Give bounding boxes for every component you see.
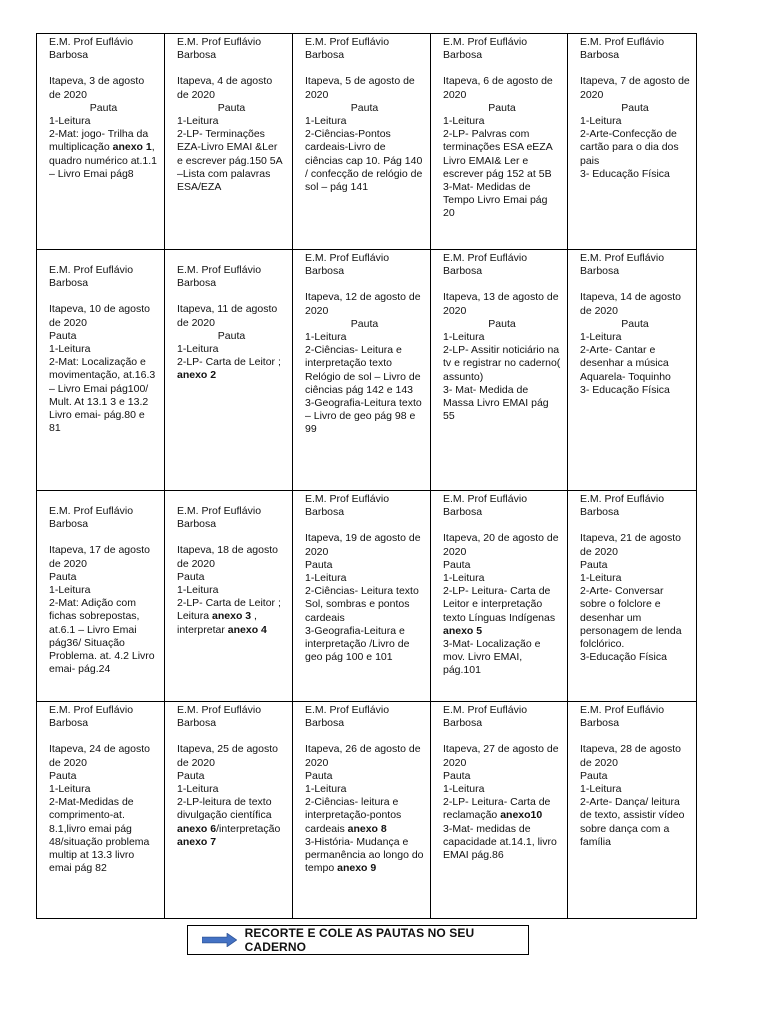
date-line: Itapeva, 12 de agosto de 2020 [305,291,421,317]
schedule-row [37,702,697,919]
agenda-item: 1-Leitura [177,115,219,128]
school-name: E.M. Prof Euflávio Barbosa [177,264,262,290]
agenda-item: 1-Leitura [177,343,219,356]
day-cell [431,34,568,250]
schedule-row [37,250,697,491]
pauta-label: Pauta [488,317,516,330]
agenda-item: 2-Ciências- Leitura texto Sol, sombras e pontos cardeais [305,585,419,624]
agenda-item: 3-Geografia-Leitura texto – Livro de geo pág 98 e 99 [305,397,422,436]
agenda-item: 3- Mat- Medida de Massa Livro EMAI pág 55 [443,383,549,423]
right-arrow-icon [202,933,237,947]
date-line: Itapeva, 3 de agosto de 2020 [49,75,145,101]
date-line: Itapeva, 11 de agosto de 2020 [177,303,278,329]
day-cell [568,491,697,702]
school-name: E.M. Prof Euflávio Barbosa [49,36,134,62]
date-line: Itapeva, 14 de agosto de 2020 [580,291,681,317]
instruction-banner [187,925,529,955]
pauta-label: Pauta [621,101,649,114]
agenda-item: 1-Leitura [49,783,91,796]
agenda-item: 1-Leitura [305,331,347,344]
agenda-item: 2-LP- Palvras com terminações ESA eEZA Livro EMAI& Ler e escrever pág 152 at 5B [443,128,553,180]
day-cell [165,491,293,702]
agenda-item: 1-Leitura [443,331,485,344]
school-name: E.M. Prof Euflávio Barbosa [443,36,528,62]
agenda-item: 3- Educação Física [580,167,670,180]
day-cell [165,702,293,919]
schedule-table [36,33,697,919]
school-name: E.M. Prof Euflávio Barbosa [580,36,665,62]
agenda-item: 2-LP- Leitura- Carta de Leitor e interpretação texto Línguas Indígenas anexo 5 [443,585,556,637]
school-name: E.M. Prof Euflávio Barbosa [177,505,262,531]
agenda-item: 1-Leitura [443,572,485,585]
agenda-item: 3- Educação Física [580,383,670,396]
school-name: E.M. Prof Euflávio Barbosa [49,505,134,531]
agenda-item: 3-Mat- Localização e mov. Livro EMAI, pág.101 [443,638,541,677]
school-name: E.M. Prof Euflávio Barbosa [580,704,665,730]
pauta-label: Pauta [443,558,471,571]
date-line: Itapeva, 24 de agosto de 2020 [49,743,150,769]
date-line: Itapeva, 27 de agosto de 2020 [443,743,559,769]
pauta-label: Pauta [305,769,333,782]
agenda-item: 2-Ciências-Pontos cardeais-Livro de ciências cap 10. Pág 140 / confecção de relógio de sol – pág 141 [305,128,423,194]
agenda-item: 1-Leitura [177,584,219,597]
agenda-item: 3-Educação Física [580,651,667,664]
date-line: Itapeva, 17 de agosto de 2020 [49,544,150,570]
school-name: E.M. Prof Euflávio Barbosa [305,36,390,62]
pauta-label: Pauta [49,570,77,583]
pauta-label: Pauta [580,558,608,571]
agenda-item: 2-Arte- Cantar e desenhar a música Aquarela- Toquinho [580,344,671,383]
agenda-item: 1-Leitura [49,343,91,356]
school-name: E.M. Prof Euflávio Barbosa [443,704,528,730]
pauta-label: Pauta [580,769,608,782]
agenda-item: 2-Ciências- Leitura e interpretação texto Relógio de sol – Livro de ciências pág 142 e 143 [305,344,421,396]
school-name: E.M. Prof Euflávio Barbosa [443,252,528,278]
pauta-label: Pauta [621,317,649,330]
day-cell [293,491,431,702]
date-line: Itapeva, 4 de agosto de 2020 [177,75,273,101]
agenda-item: 2-Ciências- leitura e interpretação-pontos cardeais anexo 8 [305,796,402,835]
agenda-item: 1-Leitura [305,115,347,128]
agenda-item: 1-Leitura [305,783,347,796]
day-cell [165,34,293,250]
agenda-item: 2-Arte- Conversar sobre o folclore e desenhar um personagem de lenda folclórico. [580,585,682,651]
date-line: Itapeva, 10 de agosto de 2020 [49,303,150,329]
agenda-item: 1-Leitura [580,115,622,128]
school-name: E.M. Prof Euflávio Barbosa [580,252,665,278]
pauta-label: Pauta [350,317,379,330]
school-name: E.M. Prof Euflávio Barbosa [49,264,134,290]
agenda-item: 2-LP-leitura de texto divulgação científica anexo 6/interpretação anexo 7 [177,796,281,848]
pauta-label: Pauta [49,769,77,782]
day-cell [568,250,697,491]
date-line: Itapeva, 28 de agosto de 2020 [580,743,681,769]
agenda-item: 2-Mat-Medidas de comprimento-at. 8.1,livro emai pág 48/situação problema multip at 13.3 livro emai pág 82 [49,796,150,875]
agenda-item: 1-Leitura [443,115,485,128]
pauta-label: Pauta [49,329,77,342]
agenda-item: 3-Geografia-Leitura e interpretação /Livro de geo pág 100 e 101 [305,624,410,664]
day-cell [293,702,431,919]
agenda-item: 1-Leitura [580,783,622,796]
agenda-item: 1-Leitura [580,572,622,585]
school-name: E.M. Prof Euflávio Barbosa [580,493,665,519]
agenda-item: 2-Arte-Confecção de cartão para o dia dos pais [580,128,679,167]
day-cell [568,34,697,250]
pauta-label: Pauta [177,570,205,583]
pauta-label: Pauta [488,101,516,114]
school-name: E.M. Prof Euflávio Barbosa [177,704,262,730]
pauta-label: Pauta [443,769,471,782]
agenda-item: 2-Mat: jogo- Trilha da multiplicação anexo 1, quadro numérico at.1.1 – Livro Emai pág8 [49,128,157,180]
day-cell [165,250,293,491]
agenda-item: 2-LP- Terminações EZA-Livro EMAI &Ler e escrever pág.150 5A –Lista com palavras ESA/EZA [177,128,283,194]
pauta-label: Pauta [217,101,246,114]
day-cell [293,34,431,250]
pauta-label: Pauta [305,558,333,571]
agenda-item: 2-LP- Leitura- Carta de reclamação anexo10 [443,796,551,822]
agenda-item: 2-LP- Carta de Leitor ; anexo 2 [177,356,281,382]
agenda-item: 1-Leitura [49,115,91,128]
agenda-item: 1-Leitura [49,584,91,597]
day-cell [37,34,165,250]
school-name: E.M. Prof Euflávio Barbosa [443,493,528,519]
day-cell [431,491,568,702]
day-cell [37,491,165,702]
school-name: E.M. Prof Euflávio Barbosa [305,704,390,730]
pauta-label: Pauta [350,101,379,114]
day-cell [37,250,165,491]
date-line: Itapeva, 5 de agosto de 2020 [305,75,415,101]
day-cell [431,250,568,491]
agenda-item: 3-Mat- Medidas de Tempo Livro Emai pág 20 [443,181,548,220]
agenda-item: 2-LP- Assitir noticiário na tv e registrar no caderno( assunto) [443,344,561,383]
school-name: E.M. Prof Euflávio Barbosa [305,493,390,519]
date-line: Itapeva, 25 de agosto de 2020 [177,743,278,769]
day-cell [431,702,568,919]
schedule-row [37,34,697,250]
day-cell [568,702,697,919]
school-name: E.M. Prof Euflávio Barbosa [177,36,262,62]
day-cell [293,250,431,491]
agenda-item: 3-História- Mudança e permanência ao longo do tempo anexo 9 [305,835,424,875]
agenda-item: 2-Arte- Dança/ leitura de texto, assistir vídeo sobre dança com a família [580,796,685,848]
pauta-label: Pauta [217,329,246,342]
date-line: Itapeva, 7 de agosto de 2020 [580,75,690,101]
date-line: Itapeva, 6 de agosto de 2020 [443,75,553,101]
agenda-item: 1-Leitura [580,331,622,344]
day-cell [37,702,165,919]
date-line: Itapeva, 18 de agosto de 2020 [177,544,278,570]
date-line: Itapeva, 20 de agosto de 2020 [443,532,559,558]
pauta-label: Pauta [89,101,118,114]
agenda-item: 1-Leitura [443,783,485,796]
schedule-row [37,491,697,702]
agenda-item: 2-Mat: Adição com fichas sobrepostas, at.6.1 – Livro Emai pág36/ Situação Problema. at. 4.2 Livro emai- pág.24 [49,597,155,676]
agenda-item: 2-LP- Carta de Leitor ; Leitura anexo 3 , interpretar anexo 4 [177,597,281,636]
date-line: Itapeva, 21 de agosto de 2020 [580,532,681,558]
banner-text: RECORTE E COLE AS PAUTAS NO SEU CADERNO [244,926,475,954]
date-line: Itapeva, 19 de agosto de 2020 [305,532,421,558]
pauta-label: Pauta [177,769,205,782]
agenda-item: 3-Mat- medidas de capacidade at.14.1, livro EMAI pág.86 [443,822,557,862]
school-name: E.M. Prof Euflávio Barbosa [49,704,134,730]
agenda-item: 2-Mat: Localização e movimentação, at.16.3 – Livro Emai pág100/ Mult. At 13.1 3 e 13.2 Livro emai- pág.80 e 81 [49,356,156,435]
school-name: E.M. Prof Euflávio Barbosa [305,252,390,278]
agenda-item: 1-Leitura [177,783,219,796]
date-line: Itapeva, 13 de agosto de 2020 [443,291,559,317]
date-line: Itapeva, 26 de agosto de 2020 [305,743,421,769]
agenda-item: 1-Leitura [305,572,347,585]
